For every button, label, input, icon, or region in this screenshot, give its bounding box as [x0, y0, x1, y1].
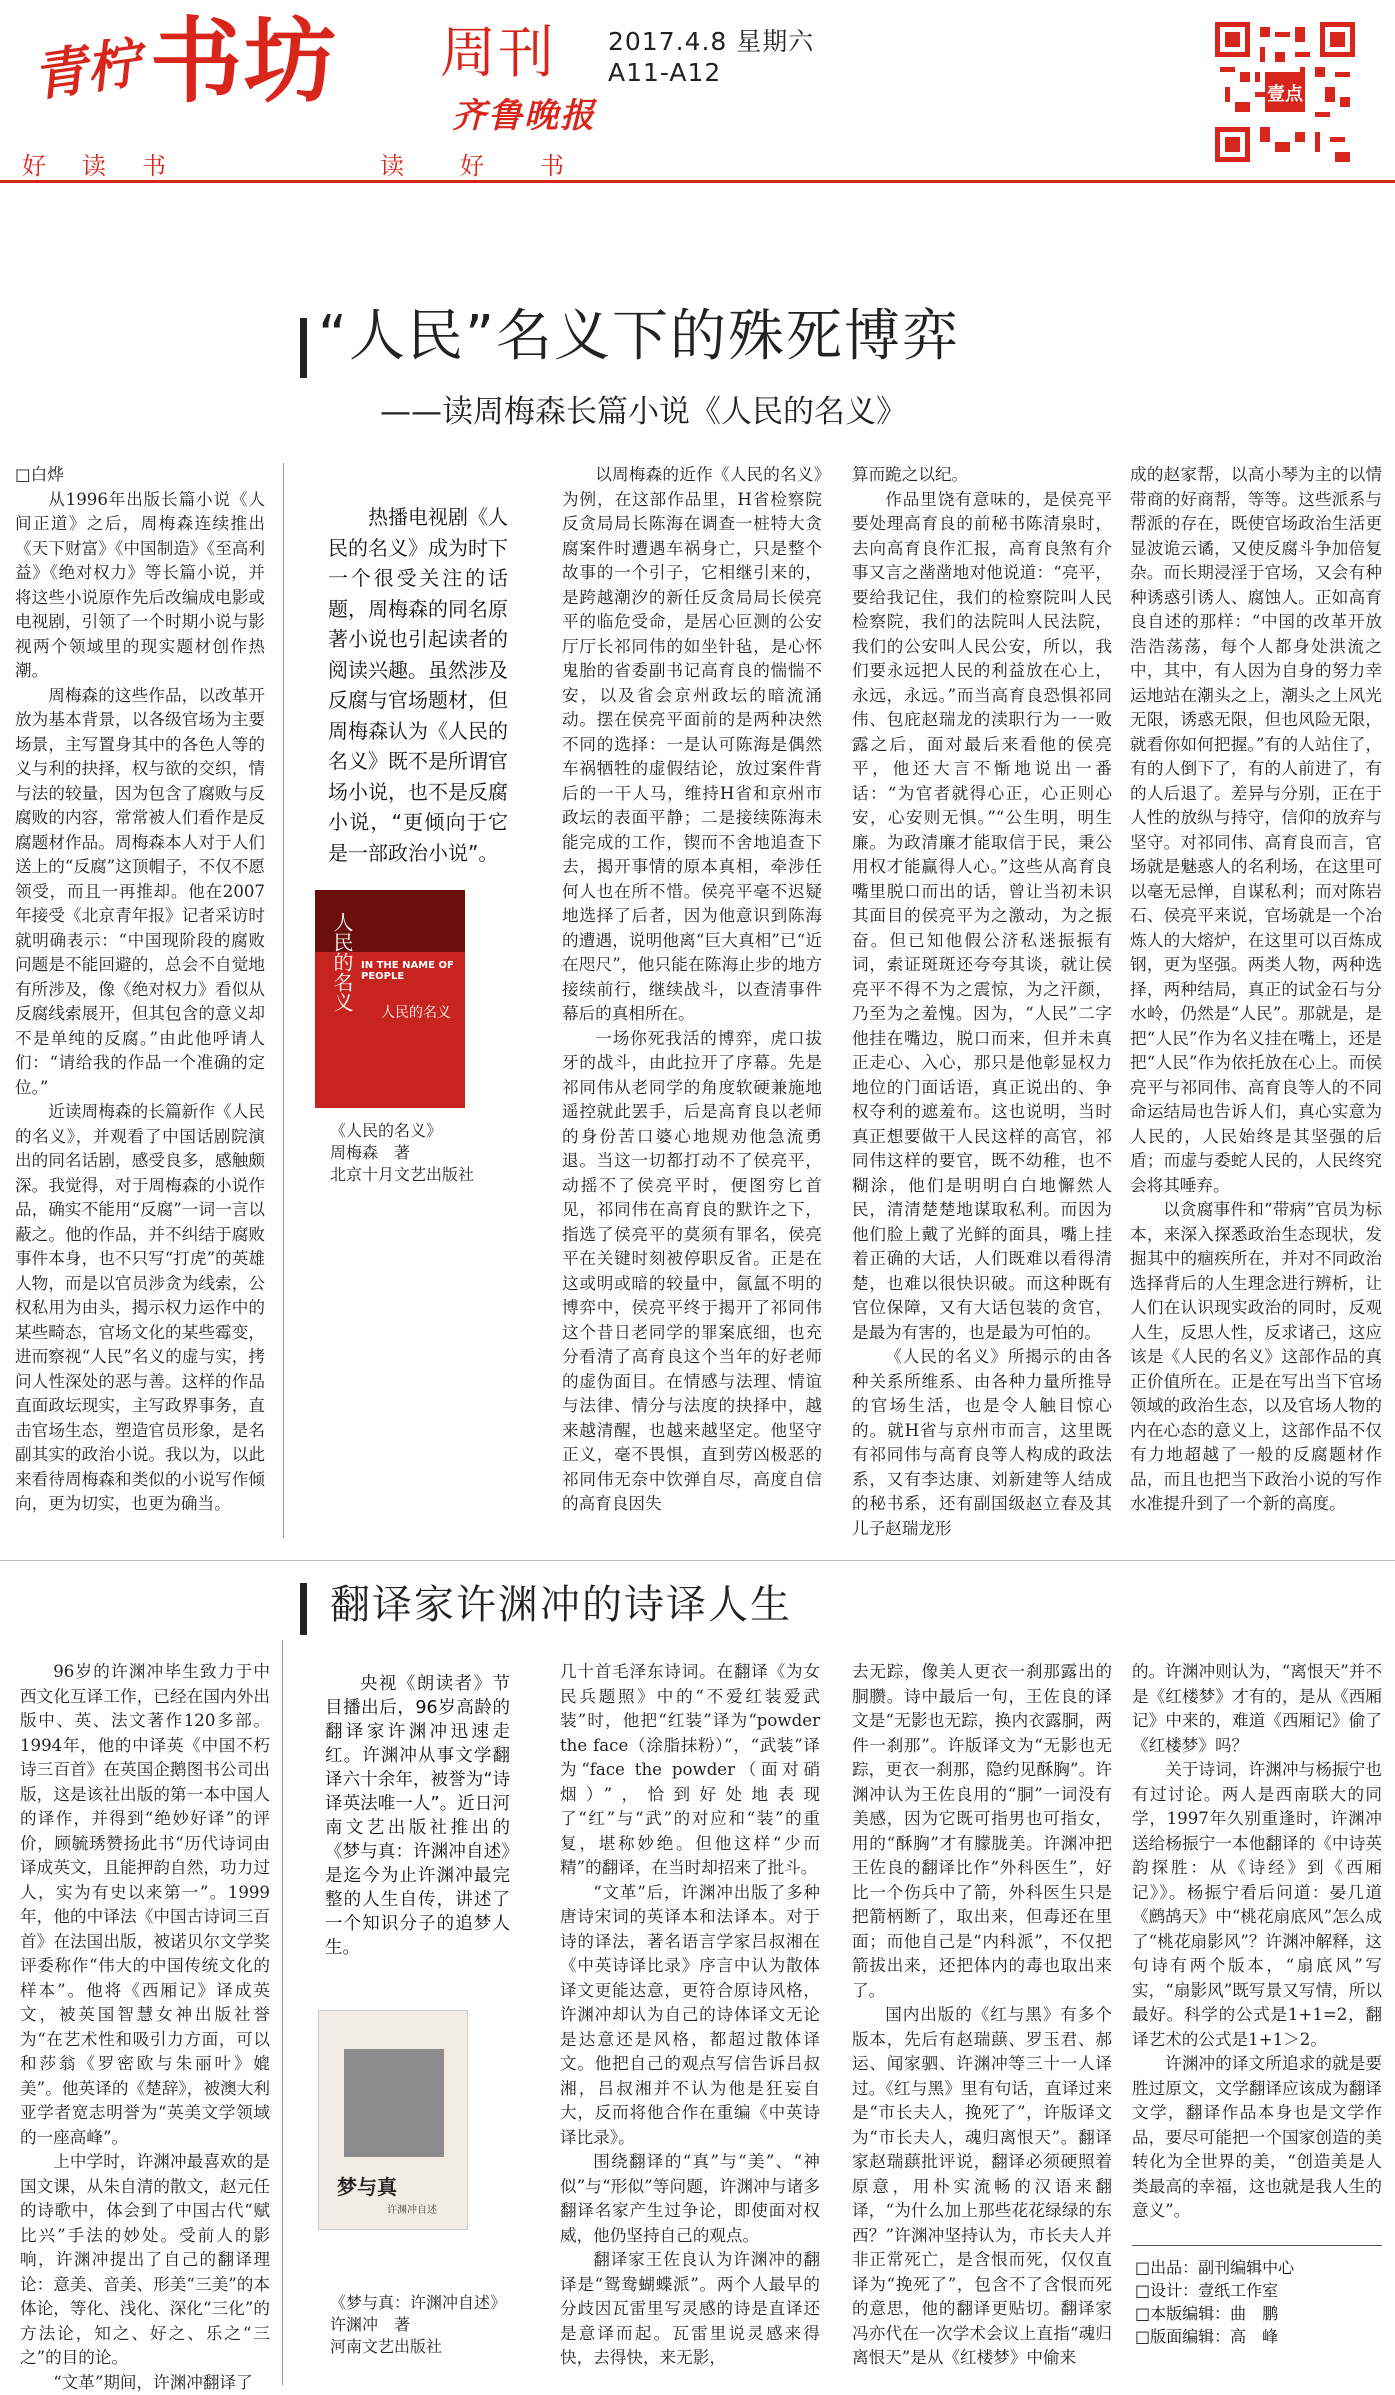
svg-text:青柠: 青柠	[28, 30, 145, 109]
article-divider	[0, 1560, 1395, 1561]
article2-intro: 央视《朗读者》节目播出后，96岁高龄的翻译家许渊冲迅速走红。许渊冲从事文学翻译六十余年，被誉为“诗译英法唯一人”。近日河南文艺出版社推出的《梦与真：许渊冲自述》是迄今为止许渊冲最完整的人生自传，讲述了一个知识分子的追梦人生。	[325, 1674, 510, 1958]
article1-col4: 成的赵家帮，以高小琴为主的以情带商的好商帮，等等。这些派系与帮派的存在，既使官场政治生活更显波诡云谲，又使反腐斗争加倍复杂。而长期浸淫于官场，又会有种种诱惑引诱人、腐蚀人。正如高育良自述的那样：“中国的改革开放浩浩荡荡，每个人都身处洪流之中，其中，有人因为自身的努力幸运地站在潮头之上，潮头之上风光无限，诱惑无限，但也风险无限，就看你如何把握。”有的人站住了，有的人倒下了，有的人前进了，有的人后退了。差异与分别，正在于人性的放纵与持守，信仰的放弃与坚守。对祁同伟、高育良而言，官场就是魅惑人的名利场，在这里可以毫无忌惮，自谋私利；而对陈岩石、侯亮平来说，官场就是一个冶炼人的大熔炉，在这里可以百炼成钢，更为坚强。两类人物，两种选择，两种结局，真正的试金石与分水岭，仍然是“人民”。那就是，是把“人民”作为名义挂在嘴上，还是把“人民”作为依托放在心上。而侯亮平与祁同伟、高育良等人的不同命运结局也告诉人们，真心实意为人民的，人民始终是其坚强的后盾；而虚与委蛇人民的，人民终究会将其唾弃。 以贪腐事件和“带病”官员为标本，来深入探悉政治生态现状，发掘其中的痼疾所在，并对不同政治选择背后的人生理念进行辨析，让人们在认识现实政治的同时，反观人生，反思人性，反求诸己，这应该是《人民的名义》这部作品的真正价值所在。正是在写出当下官场领域的政治生态，以及官场人物的内在心态的意义上，这部作品不仅有力地超越了一般的反腐题材作品，而且也把当下政治小说的写作水准提升到了一个新的高度。	[1130, 465, 1382, 1513]
article1-col2: 以周梅森的近作《人民的名义》为例，在这部作品里，H省检察院反贪局局长陈海在调查一桩特大贪腐案件时遭遇车祸身亡，只是整个故事的一个引子，它相继引来的，是跨越潮汐的新任反贪局局长侯亮平的临危受命，是居心叵测的公安厅厅长祁同伟的如坐针毡，是心怀鬼胎的省委副书记高育良的惴惴不安，以及省会京州政坛的暗流涌动。摆在侯亮平面前的是两种决然不同的选择：一是认可陈海是偶然车祸牺牲的虚假结论，放过案件背后的一干人马，维持H省和京州市政坛的表面平静；二是接续陈海未能完成的工作，锲而不舍地追查下去，揭开事情的原本真相，牵涉任何人也在所不惜。侯亮平毫不迟疑地选择了后者，因为他意识到陈海的遭遇，说明他离“巨大真相”已“近在咫尺”，他只能在陈海止步的地方接续前行，继续战斗，以查清事件幕后的真相所在。 一场你死我活的博弈，虎口拔牙的战斗，由此拉开了序幕。先是祁同伟从老同学的角度软硬兼施地遥控就此罢手，后是高育良以老师的身份苦口婆心地规劝他急流勇退。当这一切都打动不了侯亮平，动摇不了侯亮平时，便图穷匕首见，祁同伟在高育良的默许之下，指选了侯亮平的莫须有罪名，侯亮平在关键时刻被停职反省。正是在这或明或暗的较量中，氤氲不明的博弈中，侯亮平终于揭开了祁同伟这个昔日老同学的罪案底细，也充分看清了高育良这个当年的好老师的虚伪面目。在情感与法理、情谊与法律、情分与法度的抉择中，越来越清醒，也越来越坚定。他坚守正义，毫不畏惧，直到劳凶极恶的祁同伟无奈中饮弹自尽，高度自信的高育良因失	[562, 465, 822, 1513]
article1-intro: 热播电视剧《人民的名义》成为时下一个很受关注的话题，周梅森的同名原著小说也引起读者的阅读兴趣。虽然涉及反腐与官场题材，但周梅森认为《人民的名义》既不是所谓官场小说，也不是反腐小说，“更倾向于它是一部政治小说”。	[328, 505, 508, 865]
article1-headline: “人民”名义下的殊死博弈	[318, 304, 961, 369]
byline: □白烨	[15, 465, 64, 484]
article2-col4: 的。许渊冲则认为，“离恨天”并不是《红楼梦》才有的，是从《西厢记》中来的，难道《西厢记》偷了《红楼梦》吗？ 关于诗词，许渊冲与杨振宁也有过讨论。两人是西南联大的同学，1997年久别重逢时，许渊冲送给杨振宁一本他翻译的《中诗英韵探胜：从《诗经》到《西厢记》》。杨振宁看后问道：晏几道《鹧鸪天》中“桃花扇底风”怎么成了“桃花扇影风”？许渊冲解释，这句诗有两个版本，“扇底风”写实，“扇影风”既写景又写情，所以最好。科学的公式是1+1=2，翻译艺术的公式是1+1＞2。 许渊冲的译文所追求的就是要胜过原文，文学翻译应该成为翻译文学，翻译作品本身也是文学作品，要尽可能把一个国家创造的美转化为全世界的美，“创造美是人类最高的幸福，这也就是我人生的意义”。	[1132, 1662, 1382, 2220]
article1-col3: 算而跪之以纪。 作品里饶有意味的，是侯亮平要处理高育良的前秘书陈清泉时，去向高育良作汇报，高育良煞有介事又言之凿凿地对他说道：“亮平，要给我记住，我们的检察院叫人民检察院，我们的法院叫人民法院，我们的公安叫人民公安，所以，我们要永远把人民的利益放在心上，永远，永远。”而当高育良恐惧祁同伟、包庇赵瑞龙的渎职行为一一败露之后，面对最后来看他的侯亮平，他还大言不惭地说出一番话：“为官者就得心正，心正则心安，心安则无惧。”“公生明，明生廉。为政清廉才能取信于民，秉公用权才能赢得人心。”这些从高育良嘴里脱口而出的话，曾让当初未识其面目的侯亮平为之激动，为之振奋。但已知他假公济私迷振振有词，索证斑斑还夸夸其谈，就让侯亮平不得不为之震惊，为之汗颜，乃至为之羞愧。因为，“人民”二字他挂在嘴边，脱口而来，但并未真正走心、入心，那只是他彰显权力地位的门面话语，真正说出的、争权夺利的遮羞布。这也说明，当时真正想要做干人民这样的高官，祁同伟这样的要官，既不幼稚，也不糊涂，他们是明明白白地懈然人民，清清楚楚地谋取私利。而因为他们脸上戴了光鲜的面具，嘴上挂着正确的大话，人们既难以看得清楚，也难以很快识破。而这种既有官位保障，又有大话包装的贪官，是最为有害的，也是最为可怕的。 《人民的名义》所揭示的由各种关系所维系、由各种力量所推导的官场生活，也是令人触目惊心的。就H省与京州市而言，这里既有祁同伟与高育良等人构成的政法系，又有李达康、刘新建等人结成的秘书系，还有副国级赵立春及其儿子赵瑞龙形	[852, 465, 1112, 1538]
article1-book-cover: 人民的名义 IN THE NAME OF PEOPLE 人民的名义	[315, 890, 465, 1108]
headline-bar	[300, 1583, 307, 1635]
credits-divider	[1132, 2245, 1382, 2246]
author-portrait	[344, 2049, 444, 2157]
article2-headline: 翻译家许渊冲的诗译人生	[330, 1582, 792, 1628]
qr-code-icon	[1215, 22, 1355, 162]
masthead-divider	[0, 180, 1395, 183]
svg-text:壹点: 壹点	[1267, 84, 1303, 105]
article2-book-cover: 梦与真 许渊冲自述	[318, 2010, 468, 2230]
page-range: A11-A12	[608, 58, 722, 87]
column-rule	[282, 1640, 283, 2385]
article1-col1: □白烨 从1996年出版长篇小说《人间正道》之后，周梅森连续推出《天下财富》《中国制造》《至高利益》《绝对权力》等长篇小说，并将这些小说原作先后改编成电影或电视剧，引领了一个时期小说与影视两个领域里的现实题材创作热潮。 周梅森的这些作品，以改革开放为基本背景，以各级官场为主要场景，主写置身其中的各色人等的义与利的抉择，权与欲的交织，情与法的较量，因为包含了腐败与反腐败的内容，常常被人们看作是反腐题材作品。周梅森本人对于人们送上的“反腐”这顶帽子，不仅不愿领受，而且一再推却。他在2007年接受《北京青年报》记者采访时就明确表示：“中国现阶段的腐败问题是不能回避的，总会不自觉地有所涉及，像《绝对权力》看似从反腐线索展开，但其包含的意义却不是单纯的反腐。”由此他呼请人们：“请给我的作品一个准确的定位。” 近读周梅森的长篇新作《人民的名义》，并观看了中国话剧院演出的同名话剧，感受良多，感触颇深。我觉得，对于周梅森的小说作品，确实不能用“反腐”一词一言以蔽之。他的作品，并不纠结于腐败事件本身，也不只写“打虎”的英雄人物，而是以官员涉贪为线索，公权私用为由头，揭示权力运作中的某些畸态，官场文化的某些霉变，进而察视“人民”名义的虚与实，拷问人性深处的恶与善。这样的作品直面政坛现实，主写政界事务，直击官场生态，塑造官员形象，是名副其实的政治小说。我以为，以此来看待周梅森和类似的小说写作倾向，更为切实，也更为确当。	[15, 465, 265, 1513]
masthead	[0, 0, 1395, 180]
credits: □出品：副刊编辑中心 □设计：壹纸工作室 □本版编辑：曲 鹏 □版面编辑：高 峰	[1135, 2258, 1295, 2346]
article1-book-caption: 《人民的名义》 周梅森 著 北京十月文艺出版社	[330, 1121, 475, 1184]
column-rule	[283, 463, 284, 1538]
qr-code[interactable]	[1215, 22, 1355, 162]
logo-paper: 齐鲁晚报	[452, 96, 596, 136]
article2-col2: 几十首毛泽东诗词。在翻译《为女民兵题照》中的“不爱红装爱武装”时，他把“红装”译为“powder the face（涂脂抹粉）”，“武装”译为“face the powder（面对硝烟）”，恰到好处地表现了“红”与“武”的对应和“装”的重复，堪称妙绝。但他这样“少而精”的翻译，在当时却招来了批斗。 “文革”后，许渊冲出版了多种唐诗宋词的英译本和法译本。对于诗的译法，著名语言学家吕叔湘在《中英诗译比录》序言中认为散体译文更能达意，更符合原诗风格，许渊冲却认为自己的诗体译文无论是达意还是风格，都超过散体译文。他把自己的观点写信告诉吕叔湘，吕叔湘并不认为他是狂妄自大，反而将他合作在重编《中英诗译比录》。 围绕翻译的“真”与“美”、“神似”与“形似”等问题，许渊冲与诸多翻译名家产生过争论，即使面对权威，他仍坚持自己的观点。 翻译家王佐良认为许渊冲的翻译是“鸳鸯蝴蝶派”。两个人最早的分歧因瓦雷里写灵感的诗是直译还是意译而起。瓦雷里说灵感来得快，去得快，来无影，	[560, 1662, 820, 2367]
article1-subhead: ——读周梅森长篇小说《人民的名义》	[380, 394, 907, 430]
article2-book-caption: 《梦与真：许渊冲自述》 许渊冲 著 河南文艺出版社	[330, 2293, 507, 2356]
slogan: 好 读 书 读 好 书	[22, 152, 564, 180]
logo-script	[28, 22, 148, 108]
article2-col3: 去无踪，像美人更衣一刹那露出的胴臜。诗中最后一句，王佐良的译文是“无影也无踪，换内衣露胴，两件一刹那”。许版译文为“无影也无踪，更衣一刹那，隐约见酥胸”。许渊冲认为王佐良用的“胴”一词没有美感，因为它既可指男也可指女，用的“酥胸”才有朦胧美。许渊冲把王佐良的翻译比作“外科医生”，好比一个伤兵中了箭，外科医生只是把箭柄断了，取出来，但毒还在里面；而他自己是“内科派”，不仅把箭拔出来，还把体内的毒也取出来了。 国内出版的《红与黑》有多个版本，先后有赵瑞蕻、罗玉君、郝运、闻家驷、许渊冲等三十一人译过。《红与黑》里有句话，直译过来是“市长夫人，挽死了”，许版译文为“市长夫人，魂归离恨天”。翻译家赵瑞蕻批评说，翻译必须硬照着原意，用朴实流畅的汉语来翻译，“为什么加上那些花花绿绿的东西？”许渊冲坚持认为，市长夫人并非正常死亡，是含恨而死，仅仅直译为“挽死了”，包含不了含恨而死的意思，他的翻译更贴切。翻译家冯亦代在一次学术会议上直指“魂归离恨天”是从《红楼梦》中偷来	[852, 1662, 1112, 2367]
logo-weekly: 周刊	[440, 21, 556, 86]
headline-bar	[300, 318, 307, 378]
logo-main: 书坊	[150, 8, 339, 115]
issue-date: 2017.4.8 星期六	[608, 27, 815, 56]
article2-col1: 96岁的许渊冲毕生致力于中西文化互译工作，已经在国内外出版中、英、法文著作120多部。1994年，他的中译英《中国不朽诗三百首》在英国企鹅图书公司出版，这是该社出版的第一本中国人的译作，并得到“绝妙好译”的评价，顾毓琇赞扬此书“历代诗词由译成英文，且能押韵自然，功力过人，实为有史以来第一”。1999年，他的中译法《中国古诗词三百首》在法国出版，被诺贝尔文学奖评委称作“伟大的中国传统文化的样本”。他将《西厢记》译成英文，被英国智慧女神出版社誉为“在艺术性和吸引力方面，可以和莎翁《罗密欧与朱丽叶》媲美”。他英译的《楚辞》，被澳大利亚学者宽志明誉为“英美文学领域的一座高峰”。 上中学时，许渊冲最喜欢的是国文课，从朱自清的散文，赵元任的诗歌中，体会到了中国古代“赋比兴”手法的妙处。受前人的影响，许渊冲提出了自己的翻译理论：意美、音美、形美“三美”的本体论，等化、浅化、深化“三化”的方法论，知之、好之、乐之“三之”的目的论。 “文革”期间，许渊冲翻译了	[20, 1662, 270, 2392]
